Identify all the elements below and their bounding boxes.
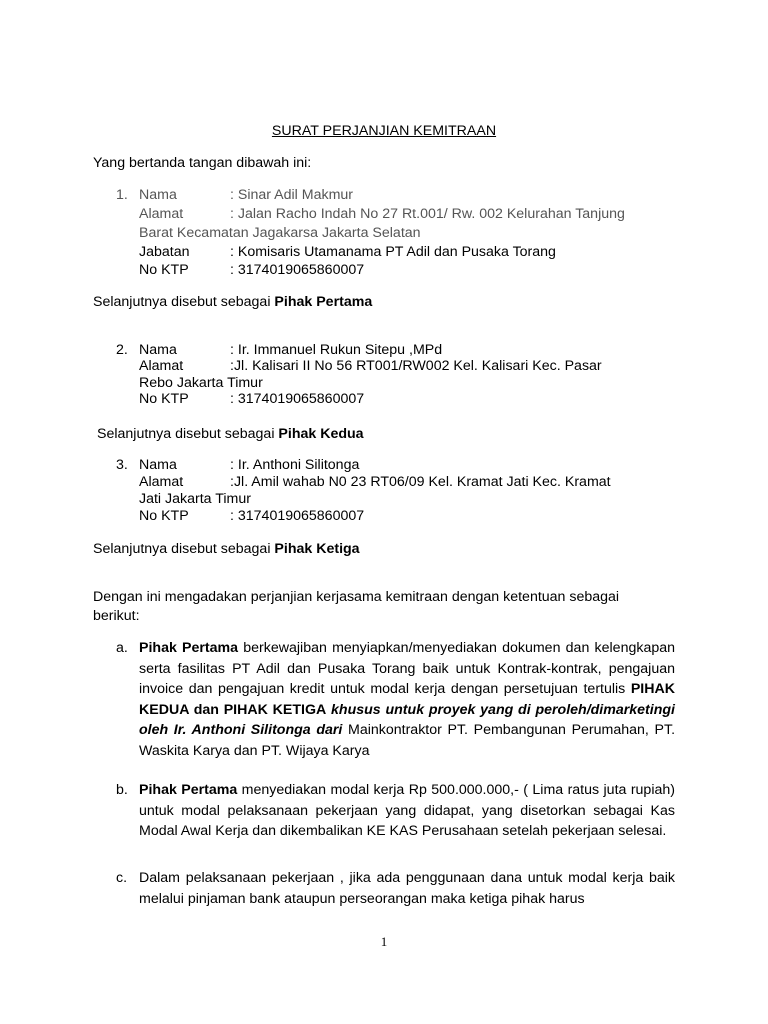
intro-text: Yang bertanda tangan dibawah ini: <box>93 155 312 171</box>
agreement-intro-line-2: berikut: <box>93 608 140 624</box>
designation-prefix: Selanjutnya disebut sebagai <box>97 426 279 442</box>
designation-prefix: Selanjutnya disebut sebagai <box>93 541 275 557</box>
clause-a-text-1: berkewajiban menyiapkan/menyediakan dokumen dan kelengkapan serta fasilitas PT Adil dan Pusaka Torang baik untuk Kontrak-kontrak, pengajuan invoice dan pengajuan kredit untuk modal kerja dengan persetujuan tertulis <box>139 640 676 698</box>
jabatan-label: Jabatan <box>139 244 190 260</box>
alamat-continuation: Jati Jakarta Timur <box>139 491 251 507</box>
clause-a-label: a. <box>116 640 128 656</box>
clause-a-parties: PIHAK KEDUA dan PIHAK KETIGA <box>139 681 675 718</box>
alamat-label: Alamat <box>139 358 184 374</box>
clause-b-text-1: menyediakan modal kerja Rp 500.000.000,- ( Lima ratus juta rupiah) untuk modal pelaksanaan pekerjaan yang didapat, yang disetorkan sebagai Kas Modal Awal Kerja dan dikembalikan KE KAS Perusahaan setelah pekerjaan selesai. <box>139 782 675 840</box>
alamat-label: Alamat <box>139 474 184 490</box>
designation-name: Pihak Kedua <box>278 426 364 442</box>
ktp-label: No KTP <box>139 391 189 407</box>
ktp-value: : 3174019065860007 <box>230 391 365 407</box>
clause-c-text-1: Dalam pelaksanaan pekerjaan , jika ada penggunaan dana untuk modal kerja baik melalui pinjaman bank ataupun perseorangan maka ketiga pihak harus <box>139 870 675 907</box>
alamat-value: :Jl. Amil wahab N0 23 RT06/09 Kel. Kramat Jati Kec. Kramat <box>230 474 611 490</box>
clause-b-subject: Pihak Pertama <box>139 782 238 798</box>
party-2-designation <box>97 425 364 443</box>
ktp-value: : 3174019065860007 <box>230 262 365 278</box>
ktp-label: No KTP <box>139 262 189 278</box>
ktp-value: : 3174019065860007 <box>230 508 365 524</box>
designation-name: Pihak Pertama <box>274 294 373 310</box>
party-3-designation <box>93 540 360 558</box>
page-number: 1 <box>380 934 388 949</box>
party-number: 3. <box>116 457 128 473</box>
nama-value: : Ir. Immanuel Rukun Sitepu ,MPd <box>230 342 443 358</box>
clause-b <box>139 780 675 842</box>
ktp-label: No KTP <box>139 508 189 524</box>
document-title: SURAT PERJANJIAN KEMITRAAN <box>271 123 497 139</box>
alamat-continuation: Barat Kecamatan Jagakarsa Jakarta Selatan <box>139 225 421 241</box>
nama-label: Nama <box>139 342 177 358</box>
nama-label: Nama <box>139 187 177 203</box>
clause-a-project-scope: khusus untuk proyek yang di peroleh/dimarketingi oleh Ir. Anthoni Silitonga dari <box>139 701 675 739</box>
alamat-value: : Jalan Racho Indah No 27 Rt.001/ Rw. 002 Kelurahan Tanjung <box>230 206 625 222</box>
designation-prefix: Selanjutnya disebut sebagai <box>93 294 275 310</box>
nama-value: : Sinar Adil Makmur <box>230 187 353 203</box>
party-number: 2. <box>116 342 128 358</box>
clause-a-subject: Pihak Pertama <box>139 640 239 656</box>
clause-a-text-2: Mainkontraktor PT. Pembangunan Perumahan, PT. Waskita Karya dan PT. Wijaya Karya <box>139 722 676 759</box>
alamat-continuation: Rebo Jakarta Timur <box>139 375 263 391</box>
party-1-designation <box>93 293 372 311</box>
agreement-intro-line-1: Dengan ini mengadakan perjanjian kerjasama kemitraan dengan ketentuan sebagai <box>93 589 620 605</box>
clause-c <box>139 868 675 909</box>
alamat-value: :Jl. Kalisari II No 56 RT001/RW002 Kel. Kalisari Kec. Pasar <box>230 358 602 374</box>
nama-label: Nama <box>139 457 177 473</box>
nama-value: : Ir. Anthoni Silitonga <box>230 457 360 473</box>
designation-name: Pihak Ketiga <box>274 541 360 557</box>
clause-a <box>139 638 675 762</box>
alamat-label: Alamat <box>139 206 184 222</box>
clause-b-label: b. <box>116 782 128 798</box>
clause-c-label: c. <box>116 870 128 886</box>
jabatan-value: : Komisaris Utamanama PT Adil dan Pusaka Torang <box>230 244 556 260</box>
party-number: 1. <box>116 187 128 203</box>
